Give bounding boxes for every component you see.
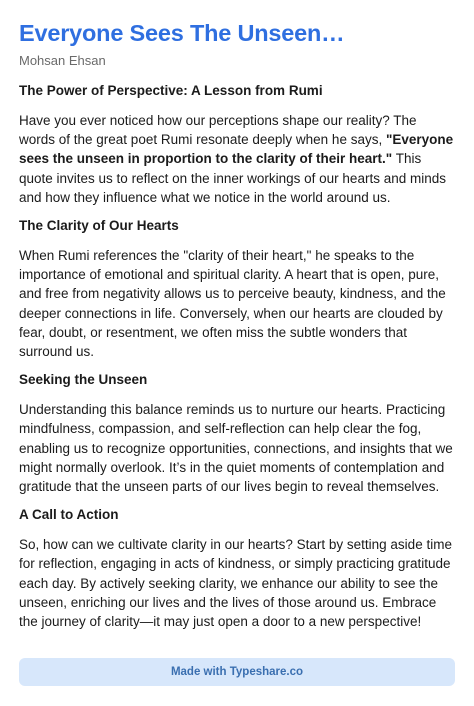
section-heading-power-of-perspective: The Power of Perspective: A Lesson from Rumi — [19, 83, 323, 98]
section-heading-seeking-unseen: Seeking the Unseen — [19, 372, 148, 388]
section-heading-clarity-of-hearts: The Clarity of Our Hearts — [19, 218, 179, 234]
made-with-typeshare-badge[interactable]: Made with Typeshare.co — [19, 658, 455, 686]
section-paragraph-power-of-perspective — [19, 111, 455, 207]
article-body — [19, 82, 455, 631]
page-title: Everyone Sees The Unseen… — [19, 20, 345, 46]
section-paragraph-seeking-unseen: Understanding this balance reminds us to nurture our hearts. Practicing mindfulness, compassion, and self-reflection can help clear the fog, enabling us to recognize opportunities, connections, and insights that we might normally overlook. It’s in the quiet moments of contemplation and gratitude that the unseen parts of our lives begin to reveal themselves. — [19, 402, 453, 495]
rumi-quote: "Everyone sees the unseen in proportion to the clarity of their heart." — [19, 132, 454, 167]
footer — [19, 658, 455, 686]
paragraph-text: Have you ever noticed how our perceptions shape our reality? The words of the great poet Rumi resonate deeply when he says, — [19, 113, 417, 148]
author-name: Mohsan Ehsan — [19, 53, 106, 68]
section-paragraph-clarity-of-hearts: When Rumi references the "clarity of their heart," he speaks to the importance of emotional and spiritual clarity. A heart that is open, pure, and free from negativity allows us to perceive beauty, kindness, and the deeper connections in life. Conversely, when our hearts are clouded by fear, doubt, or resentment, we often miss the subtle wonders that surround us. — [19, 248, 446, 360]
section-heading-call-to-action: A Call to Action — [19, 507, 119, 523]
section-paragraph-call-to-action: So, how can we cultivate clarity in our hearts? Start by setting aside time for reflection, engaging in acts of kindness, or simply practicing gratitude each day. By actively seeking clarity, we enhance our ability to see the unseen, enriching our lives and the lives of those around us. Embrace the journey of clarity—it may just open a door to a new perspective! — [19, 537, 452, 630]
paragraph-text: This quote invites us to reflect on the inner workings of our hearts and minds and how they influence what we notice in the world around us. — [19, 151, 446, 205]
